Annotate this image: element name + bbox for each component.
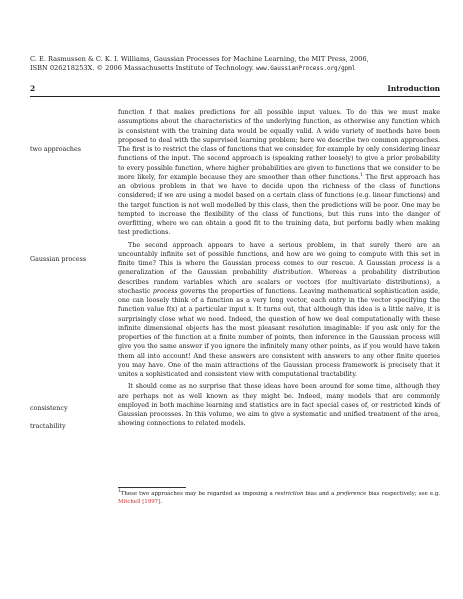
footnote-text-c: bias respectively; see e.g.: [366, 491, 440, 497]
paragraph-2-text-a: The second approach appears to have a serious problem, in that surely there are an uncountably infinite set of possible functions, and how are we going to compute with this set in finite time? This is where the Gaussian process comes to our rescue. A Gaussian: [118, 241, 440, 267]
citation-link[interactable]: Mitchell [1997]: [118, 498, 161, 505]
margin-note-tractability: tractability: [30, 423, 66, 430]
paragraph-2-text-b: is a generalization of the Gaussian probability: [118, 260, 440, 277]
header-line-2: [30, 64, 440, 74]
paragraph-1-text-cont: The first approach has an obvious problem in that we have to decide upon the richness of the class of functions considered; if we are using a model based on a certain class of functions (e.g. linear functions) and the target function is not well modelled by this class, then the predictions will be poor. One may be tempted to increase the flexibility of the class of functions, but this runs into the danger of overfitting, where we can obtain a good fit to the training data, but perform badly when making test predictions.: [118, 173, 440, 237]
paragraph-1: [118, 108, 440, 238]
paragraph-2-em-distribution: distribution: [273, 269, 311, 277]
footnote: [118, 491, 440, 506]
paragraph-2-text-c: . Whereas a probability distribution describes random variables which are scalars or vectors (for multivariate distributions), a stochastic: [118, 269, 441, 295]
paragraph-2: [118, 241, 440, 380]
paragraph-2-text-d: governs the properties of functions. Leaving mathematical sophistication aside, one can loosely think of a function as a very long vector, each entry in the vector specifying the function value f(x) at a particular input x. It turns out, that although this idea is a little naïve, it is surprisingly close what we need. Indeed, the question of how we deal computationally with these infinite dimensional objects has the most pleasant resolution imaginable: if you ask only for the properties of the function at a finite number of points, then inference in the Gaussian process will give you the same answer if you ignore the infinitely many other points, as if you would have taken them all into account! And these answers are consistent with answers to any other finite queries you may have. One of the main attractions of the Gaussian process framework is precisely that it unites a sophisticated and consistent view with computational tractability.: [118, 287, 440, 378]
main-text: [118, 108, 440, 429]
margin-note-two-approaches: two approaches: [30, 146, 82, 153]
footnote-text-b: bias and a: [303, 491, 337, 497]
page-number: 2: [30, 84, 36, 93]
paragraph-1-text: function f that makes predictions for all possible input values. To do this we must make assumptions about the characteristics of the underlying function, as otherwise any function which is consistent with the training data would be equally valid. A wide variety of methods have been proposed to deal with the supervised learning problem; here we describe two common approaches. The first is to restrict the class of functions that we consider, for example by only considering linear functions of the input. The second approach is (speaking rather loosely) to give a prior probability to every possible function, where higher probabilities are given to functions that we consider to be more likely, for example because they are smoother than other functions.: [118, 109, 440, 181]
footnote-text-d: .: [160, 498, 162, 505]
copyright-header: [30, 55, 440, 74]
footnote-em-preference: preference: [336, 491, 367, 497]
footnote-ref[interactable]: 1: [360, 172, 364, 178]
footnote-rule: [118, 487, 186, 488]
margin-note-consistency: consistency: [30, 405, 68, 412]
footnote-text-a: These two approaches may be regarded as imposing a: [120, 491, 275, 497]
margin-note-gaussian-process: Gaussian process: [30, 256, 87, 263]
header-isbn: ISBN 026218253X. © 2006 Massachusetts Institute of Technology.: [30, 64, 254, 72]
footnote-em-restriction: restriction: [274, 491, 304, 497]
paragraph-2-em-process: process: [399, 260, 424, 267]
header-url[interactable]: www.GaussianProcess.org/gpml: [256, 66, 356, 72]
paragraph-2-em-stochastic-process: process: [152, 287, 178, 295]
paragraph-3: It should come as no surprise that these ideas have been around for some time, although they are perhaps not as well known as they might be. Indeed, many models that are commonly employed in both machine learning and statistics are in fact special cases of, or restricted kinds of Gaussian processes. In this volume, we aim to give a systematic and unified treatment of the area, showing connections to related models.: [118, 383, 440, 428]
running-head: [30, 84, 440, 96]
chapter-title: Introduction: [387, 84, 440, 93]
footnote-mark: 1: [118, 489, 121, 495]
header-rule: [30, 96, 440, 97]
header-line-1: C. E. Rasmussen & C. K. I. Williams, Gaussian Processes for Machine Learning, the MIT Press, 2006,: [30, 55, 369, 63]
